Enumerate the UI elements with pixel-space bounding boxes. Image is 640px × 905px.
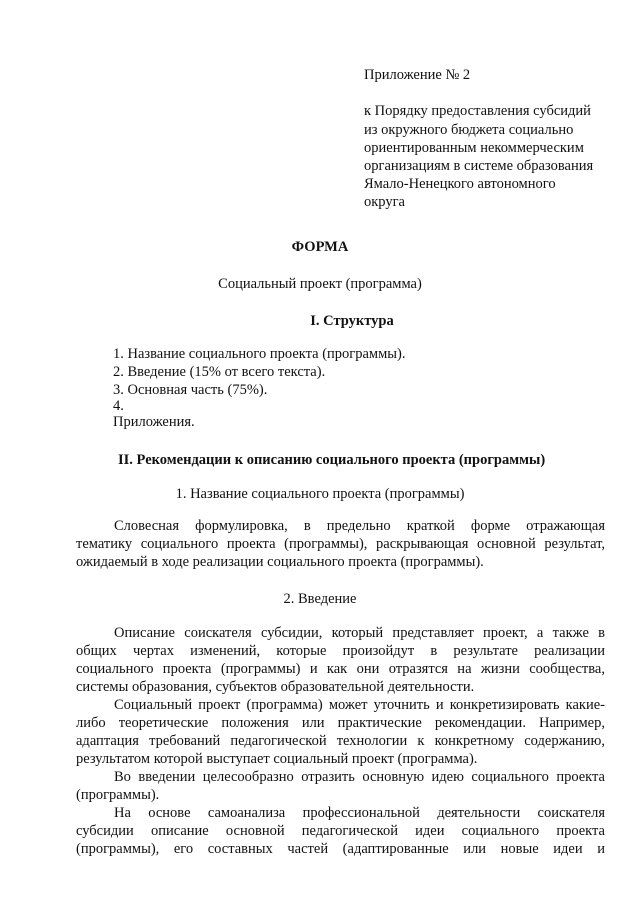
text-line: На основе самоанализа профессиональной деятельности соискателя	[114, 805, 605, 821]
section2-heading: II. Рекомендации к описанию социального проекта (программы)	[118, 452, 546, 468]
text-line: (программы).	[76, 787, 160, 803]
structure-item: 1. Название социального проекта (программы).	[113, 346, 406, 362]
appendix-line: Ямало-Ненецкого автономного	[364, 176, 556, 192]
section1-heading: I. Структура	[310, 313, 394, 329]
appendix-line: к Порядку предоставления субсидий	[364, 103, 591, 119]
structure-item: 2. Введение (15% от всего текста).	[113, 364, 326, 380]
appendix-line: ориентированным некоммерческим	[364, 140, 584, 156]
text-line: либо теоретические положения или практические рекомендации. Например,	[76, 715, 605, 731]
text-line: Словесная формулировка, в предельно краткой форме отражающая	[114, 518, 605, 534]
form-title: ФОРМА	[291, 239, 349, 255]
structure-item: 3. Основная часть (75%).	[113, 382, 268, 398]
text-line: Описание соискателя субсидии, который представляет проект, а также в	[114, 625, 605, 641]
text-line: ожидаемый в ходе реализации социального проекта (программы).	[76, 554, 484, 570]
text-line: Социальный проект (программа) может уточнить и конкретизировать какие-	[114, 697, 605, 713]
structure-item: Приложения.	[113, 414, 195, 430]
structure-item: 4.	[113, 398, 124, 414]
subsection-title-name: 1. Название социального проекта (программы)	[175, 486, 465, 502]
text-line: субсидии описание основной педагогической идеи социального проекта	[76, 823, 605, 839]
subsection-title-intro: 2. Введение	[283, 591, 357, 607]
appendix-line: из окружного бюджета социально	[364, 122, 574, 138]
text-line: Во введении целесообразно отразить основную идею социального проекта	[114, 769, 605, 785]
appendix-line: округа	[364, 194, 405, 210]
text-line: адаптация требований педагогической технологии к конкретному содержанию,	[76, 733, 605, 749]
text-line: результатом которой выступает социальный проект (программа).	[76, 751, 478, 767]
appendix-title: Приложение № 2	[364, 67, 471, 83]
text-line: общих чертах изменений, которые произойдут в результате реализации	[76, 643, 605, 659]
appendix-line: организациям в системе образования	[364, 158, 594, 174]
text-line: тематику социального проекта (программы), раскрывающая основной результат,	[76, 536, 605, 552]
text-line: социального проекта (программы) и как они отразятся на жизни сообщества,	[76, 661, 605, 677]
text-line: системы образования, субъектов образовательной деятельности.	[76, 679, 475, 695]
text-line: (программы), его составных частей (адаптированные или новые идеи и	[76, 841, 605, 857]
form-subtitle: Социальный проект (программа)	[218, 276, 422, 292]
